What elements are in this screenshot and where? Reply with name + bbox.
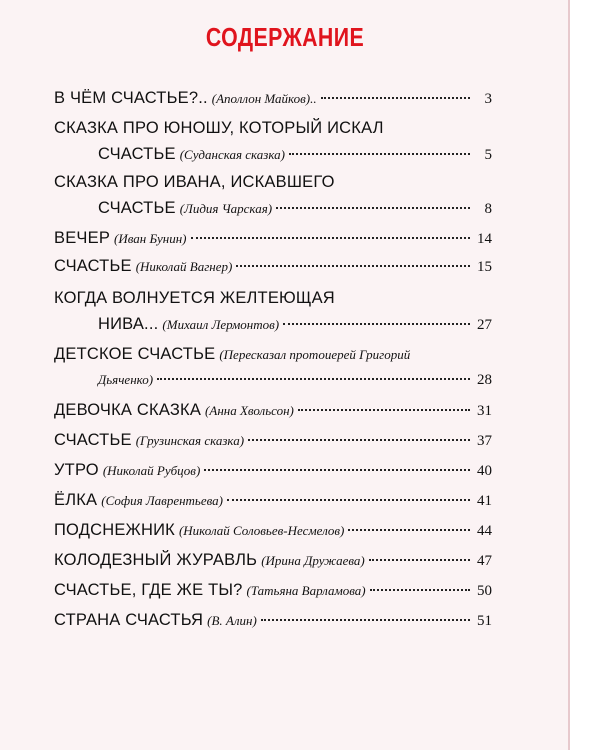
dot-leader: [298, 409, 470, 411]
toc-entry[interactable]: [54, 607, 492, 633]
dot-leader: [369, 559, 470, 561]
entry-author: (Суданская сказка): [179, 147, 285, 162]
toc-entry[interactable]: [54, 115, 492, 167]
entry-author: (Аполлон Майков)..: [211, 91, 317, 106]
entry-title: ЁЛКА: [54, 491, 98, 509]
page-number: 15: [477, 259, 492, 275]
toc-entry[interactable]: [54, 285, 492, 337]
entry-author: (Николай Соловьев-Несмелов): [178, 523, 345, 538]
dot-leader: [348, 529, 470, 531]
entry-title: КОЛОДЕЗНЫЙ ЖУРАВЛЬ: [54, 551, 258, 569]
toc-entry[interactable]: [54, 427, 492, 453]
entry-title: СКАЗКА ПРО ЮНОШУ, КОТОРЫЙ ИСКАЛ: [54, 119, 384, 137]
entry-author: (Пересказал протоиерей Григорий: [219, 347, 411, 362]
entry-title: ДЕВОЧКА СКАЗКА: [54, 401, 202, 419]
dot-leader: [248, 439, 470, 441]
dot-leader: [261, 619, 470, 621]
entry-title: СЧАСТЬЕ: [54, 257, 132, 275]
entry-title-continued: НИВА...: [98, 315, 159, 333]
page-number: 5: [484, 147, 492, 163]
dot-leader: [204, 469, 470, 471]
entry-author: (Михаил Лермонтов): [162, 317, 280, 332]
page-number: 37: [477, 433, 492, 449]
entry-title: СЧАСТЬЕ, ГДЕ ЖЕ ТЫ?: [54, 581, 243, 599]
entry-title: ВЕЧЕР: [54, 229, 111, 247]
dot-leader: [283, 323, 470, 325]
entry-author: (В. Алин): [207, 613, 257, 628]
entry-title: КОГДА ВОЛНУЕТСЯ ЖЕЛТЕЮЩАЯ: [54, 289, 335, 307]
entry-title: СЧАСТЬЕ: [54, 431, 132, 449]
dot-leader: [321, 97, 470, 99]
dot-leader: [289, 153, 470, 155]
toc-entry[interactable]: [54, 169, 492, 221]
entry-author: (Иван Бунин): [114, 231, 187, 246]
page-title: СОДЕРЖАНИЕ: [205, 22, 365, 52]
entry-author-continued: Дьяченко): [98, 372, 154, 387]
toc-entry[interactable]: [54, 457, 492, 483]
entry-author: (Николай Рубцов): [102, 463, 201, 478]
page-number: 47: [477, 553, 492, 569]
toc-entry[interactable]: [54, 487, 492, 513]
table-of-contents: [54, 85, 492, 633]
dot-leader: [191, 237, 470, 239]
entry-author: (Грузинская сказка): [135, 433, 245, 448]
entry-title: СКАЗКА ПРО ИВАНА, ИСКАВШЕГО: [54, 173, 335, 191]
entry-author: (Ирина Дружаева): [261, 553, 365, 568]
dot-leader: [370, 589, 470, 591]
page-number: 14: [477, 231, 492, 247]
page-number: 51: [477, 613, 492, 629]
page-number: 41: [477, 493, 492, 509]
dot-leader: [227, 499, 470, 501]
entry-author: (Анна Хвольсон): [205, 403, 294, 418]
toc-entry[interactable]: [54, 253, 492, 279]
entry-author: (Николай Вагнер): [135, 259, 233, 274]
entry-title-continued: СЧАСТЬЕ: [98, 199, 176, 217]
entry-author: (София Лаврентьева): [101, 493, 224, 508]
entry-title: В ЧЁМ СЧАСТЬЕ?..: [54, 89, 208, 107]
toc-entry[interactable]: [54, 397, 492, 423]
entry-title-continued: СЧАСТЬЕ: [98, 145, 176, 163]
page-number: 44: [477, 523, 492, 539]
entry-author: (Лидия Чарская): [179, 201, 273, 216]
toc-entry[interactable]: [54, 517, 492, 543]
dot-leader: [276, 207, 470, 209]
page-number: 3: [484, 91, 492, 107]
page-number: 40: [477, 463, 492, 479]
page-number: 50: [477, 583, 492, 599]
toc-entry[interactable]: [54, 547, 492, 573]
entry-title: ПОДСНЕЖНИК: [54, 521, 175, 539]
toc-entry[interactable]: [54, 225, 492, 251]
page-number: 8: [484, 201, 492, 217]
page-number: 27: [477, 317, 492, 333]
entry-title: УТРО: [54, 461, 99, 479]
dot-leader: [157, 378, 470, 380]
toc-entry[interactable]: [54, 577, 492, 603]
toc-entry[interactable]: [54, 341, 492, 393]
entry-title: ДЕТСКОЕ СЧАСТЬЕ: [54, 345, 216, 363]
page-number: 28: [477, 372, 492, 388]
entry-title: СТРАНА СЧАСТЬЯ: [54, 611, 204, 629]
page-number: 31: [477, 403, 492, 419]
dot-leader: [236, 265, 470, 267]
toc-entry[interactable]: [54, 85, 492, 111]
entry-author: (Татьяна Варламова): [246, 583, 366, 598]
